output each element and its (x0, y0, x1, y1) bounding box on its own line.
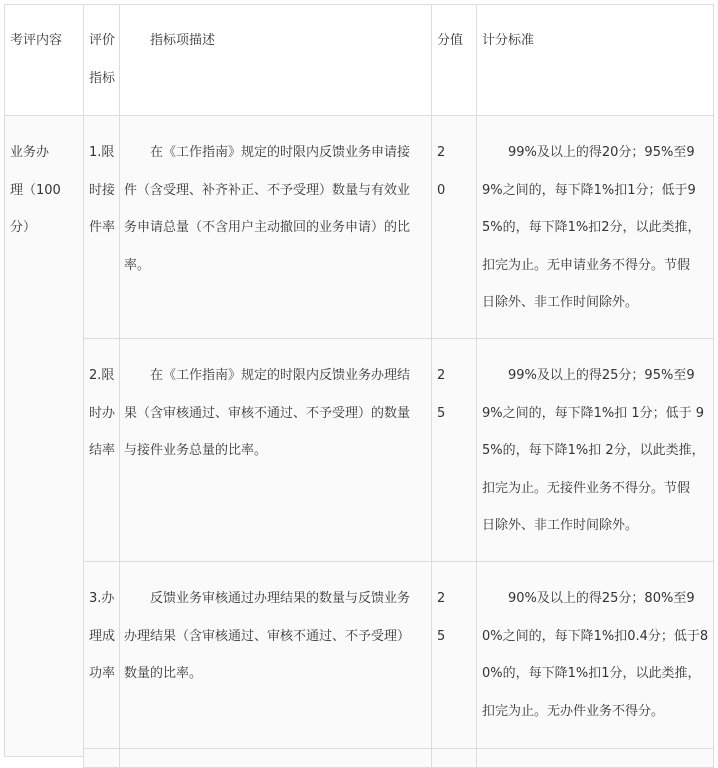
header-indicator-label: 评价 指标 (89, 33, 116, 86)
row1-indicator: 1.限 时接 件率 (89, 145, 116, 235)
category-label: 业务办 理（100 分） (10, 145, 61, 235)
row2-indicator: 2.限 时办 结率 (89, 368, 116, 458)
row4-indicator-cell (83, 748, 120, 768)
header-cell-score (431, 4, 477, 116)
header-score-label: 分值 (437, 33, 464, 48)
row2-standard: 99%及以上的得25分；95%至9 9%之间的，每下降1%扣 1分；低于 9 5%的，每下降1%扣 2分，以此类推， 扣完为止。无接件业务不得分。节假 日除外、非工作时间除外。 (482, 368, 705, 533)
row2-description: 在《工作指南》规定的时限内反馈业务办理结 果（含审核通过、审核不通过、不予受理）的数量 与接件业务总量的比率。 (124, 368, 411, 458)
header-cell-description (119, 4, 432, 116)
header-standard-label: 计分标准 (482, 33, 535, 48)
header-description-label: 指标项描述 (150, 33, 216, 48)
header-cell-content (4, 4, 84, 116)
row1-description: 在《工作指南》规定的时限内反馈业务申请接 件（含受理、补齐补正、不予受理）数量与有效业 务申请总量（不含用户主动撤回的业务申请）的比 率。 (124, 145, 411, 273)
row3-indicator: 3.办 理成 功率 (89, 591, 116, 681)
row4-description-cell (119, 748, 432, 768)
header-cell-standard (476, 4, 714, 116)
header-content-label: 考评内容 (10, 33, 63, 48)
row3-description: 反馈业务审核通过办理结果的数量与反馈业务 办理结果（含审核通过、审核不通过、不予受理） 数量的比率。 (124, 591, 411, 681)
row1-standard: 99%及以上的得20分；95%至9 9%之间的，每下降1%扣1分；低于9 5%的，每下降1%扣2分，以此类推， 扣完为止。无申请业务不得分。节假 日除外、非工作时间除外。 (482, 145, 701, 310)
row3-score: 2 5 (437, 591, 446, 644)
row4-standard-cell (476, 748, 714, 768)
row1-score: 2 0 (437, 145, 446, 198)
row4-score-cell (431, 748, 477, 768)
row3-standard: 90%及以上的得25分；80%至9 0%之间的，每下降1%扣0.4分；低于8 0%的，每下降1%扣1分，以此类推， 扣完为止。无办件业务不得分。 (482, 591, 709, 719)
row2-score: 2 5 (437, 368, 446, 421)
